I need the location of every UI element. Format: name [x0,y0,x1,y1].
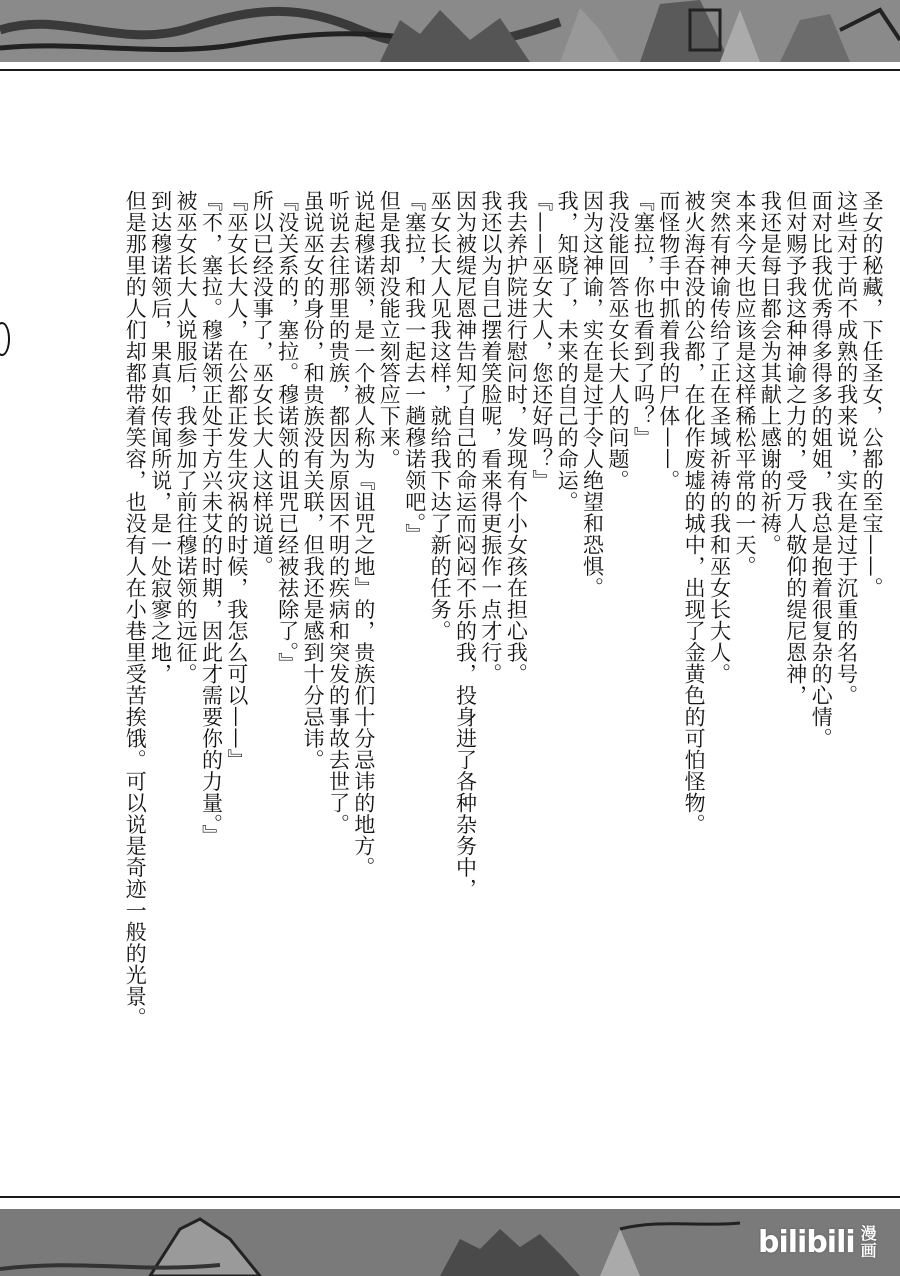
text-line: 但是我却没能立刻答应下来。 [377,190,402,470]
text-line: 我去养护院进行慰问时，发现有个小女孩在担心我。 [504,190,529,685]
text-line: 『塞拉，你也看到了吗？』 [631,190,656,448]
text-line: 所以已经没事了，巫女长大人这样说道。 [250,190,275,577]
text-line: 我还是每日都会为其献上感谢的祈祷。 [758,190,783,556]
text-line: 突然有神谕传给了正在圣域祈祷的我和巫女长大人。 [707,190,732,685]
text-line: 因为这神谕，实在是过于令人绝望和恐惧。 [580,190,605,599]
text-line: 因为被缇尼恩神告知了自己的命运而闷闷不乐的我，投身进了各种杂务中， [453,190,478,900]
text-line: 『没关系的，塞拉。穆诺领的诅咒已经被祛除了。』 [275,190,300,674]
text-line: 虽说巫女的身份，和贵族没有关联，但我还是感到十分忌讳。 [301,190,326,771]
brand-manga-char: 漫 [860,1224,877,1243]
text-line: 『——巫女大人，您还好吗？』 [529,190,554,491]
text-line: 巫女长大人见我这样，就给我下达了新的任务。 [428,190,453,642]
text-line: 被火海吞没的公都，在化作废墟的城中，出现了金黄色的可怕怪物。 [682,190,707,835]
top-rule [0,69,900,71]
text-line: 本来今天也应该是这样稀松平常的一天。 [732,190,757,577]
top-banner-illustration [0,0,900,62]
text-line: 但是那里的人们却都带着笑容，也没有人在小巷里受苦挨饿。可以说是奇迹一般的光景。 [123,190,148,1029]
bilibili-manga-logo [758,1222,877,1262]
text-line: 到达穆诺领后，果真如传闻所说，是一处寂寥之地， [148,190,173,685]
text-line: 面对比我优秀得多得多的姐姐，我总是抱着很复杂的心情。 [809,190,834,749]
page-edge-mark [0,322,10,356]
text-line: 但对赐予我这种神谕之力的，受万人敬仰的缇尼恩神， [783,190,808,706]
text-line: 圣女的秘藏，下任圣女，公都的至宝——。 [860,190,884,599]
text-line: 『塞拉，和我一起去一趟穆诺领吧。』 [402,190,427,545]
text-line: 说起穆诺领，是一个被人称为『诅咒之地』的，贵族们十分忌讳的地方。 [351,190,376,878]
brand-manga-label [861,1225,877,1259]
bottom-rule [0,1196,900,1198]
brand-logo-text: bilibili [758,1224,855,1260]
text-line: 这些对于尚不成熟的我来说，实在是过于沉重的名号。 [834,190,859,706]
text-line: 『不，塞拉。穆诺领正处于方兴未艾的时期，因此才需要你的力量。』 [199,190,224,846]
text-line: 我，知晓了，未来的自己的命运。 [555,190,580,513]
brand-manga-char: 画 [860,1241,877,1260]
text-line: 『巫女长大人，在公都正发生灾祸的时候，我怎么可以——』 [224,190,249,771]
vertical-text-body [32,190,884,1090]
text-line: 而怪物手中抓着我的尸体——。 [656,190,681,491]
text-line: 我还以为自己摆着笑脸呢，看来得更振作一点才行。 [478,190,503,685]
text-line: 我没能回答巫女长大人的问题。 [605,190,630,491]
text-line: 听说去往那里的贵族，都因为原因不明的疾病和突发的事故去世了。 [326,190,351,835]
text-line: 被巫女长大人说服后，我参加了前往穆诺领的远征。 [174,190,199,685]
